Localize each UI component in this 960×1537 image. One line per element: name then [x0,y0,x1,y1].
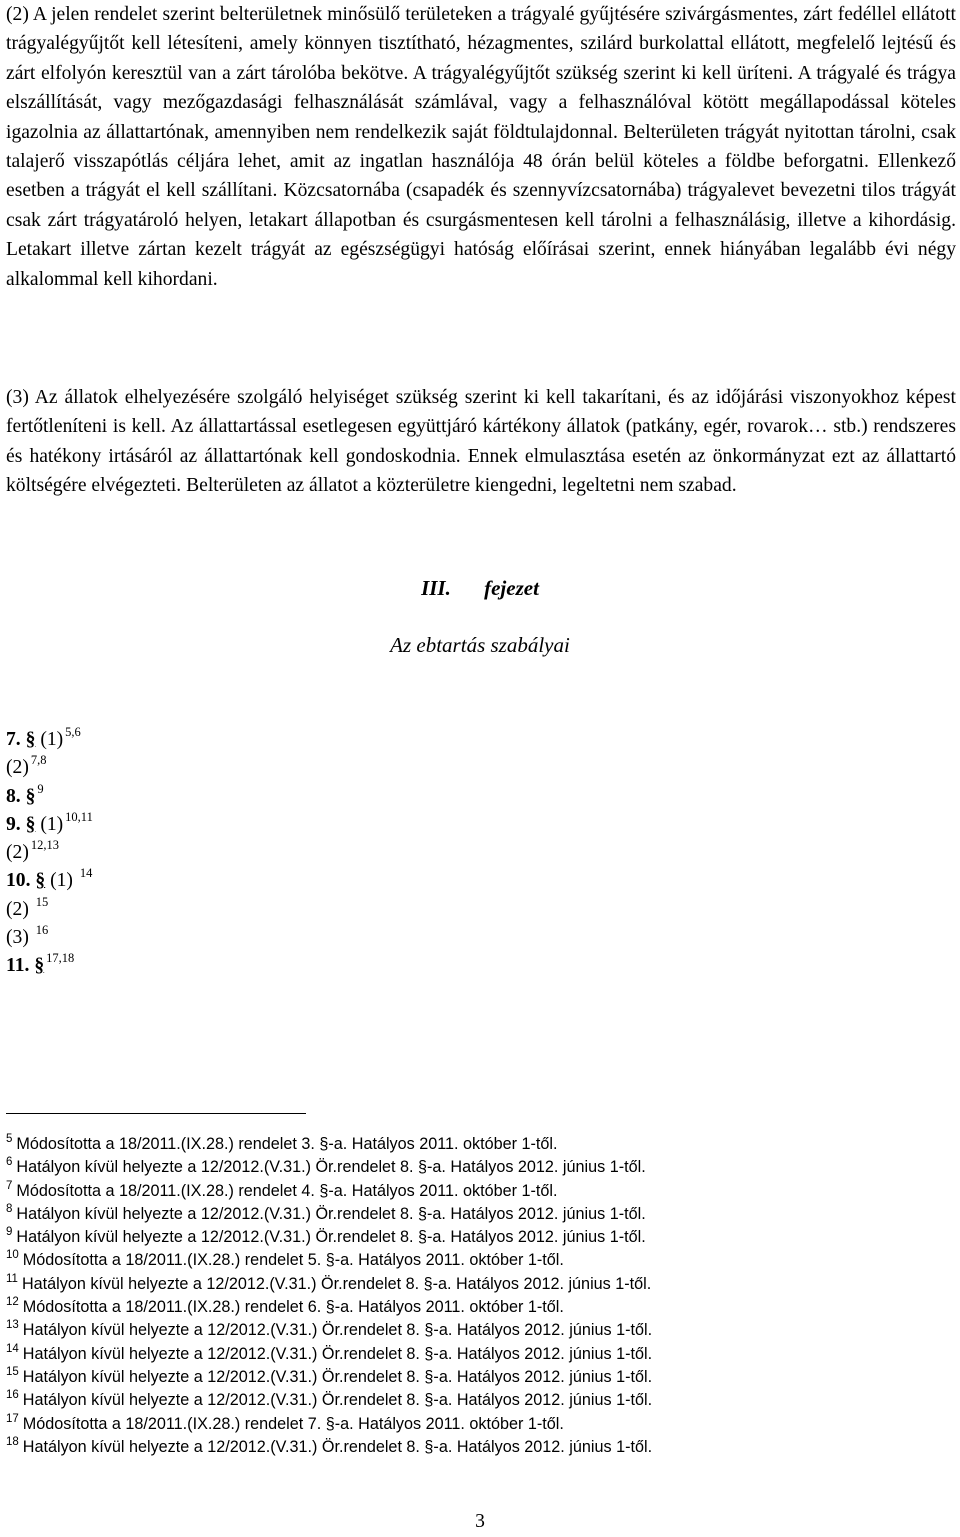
footnote [6,1221,946,1247]
chapter-numeral: III. [421,576,451,600]
section-line [6,944,406,977]
footnote-text: Hatályon kívül helyezte a 12/2012.(V.31.) Ör.rendelet 8. §-a. Hatályos 2012. június 1-től. [22,1321,653,1340]
subsection-number: (1) [40,813,64,835]
section-symbol: § [34,955,45,977]
footnote [6,1198,946,1221]
footnote [6,1408,946,1431]
footnote-text: Módosította a 18/2011.(IX.28.) rendelet 5. §-a. Hatályos 2011. október 1-től. [22,1251,564,1270]
footnote [6,1175,946,1198]
footnote-number: 10 [6,1249,19,1262]
footnote-number: 16 [6,1389,19,1402]
page-number: 3 [475,1511,485,1532]
section-line [6,831,406,864]
footnote-reference[interactable]: 12,13 [30,838,59,853]
section-line [6,859,406,892]
footnote [6,1291,946,1317]
footnote-reference[interactable]: 9 [37,781,44,796]
footnote-number: 7 [6,1179,13,1192]
section-list [6,718,406,977]
section-line [6,746,406,779]
footnote [6,1151,946,1177]
section-number: 9. [6,813,21,835]
footnote-reference[interactable]: 7,8 [30,753,47,768]
footnote [6,1384,946,1410]
chapter-title: Az ebtartás szabályai [390,633,570,657]
footnote-reference[interactable]: 17,18 [46,951,75,966]
footnote-reference[interactable]: 10,11 [65,809,93,824]
footnote [6,1128,946,1151]
footnote-number: 9 [6,1226,13,1239]
footnote-reference[interactable]: 5,6 [65,725,81,739]
footnote [6,1314,946,1340]
footnote [6,1431,946,1454]
footnote-text: Hatályon kívül helyezte a 12/2012.(V.31.) Ör.rendelet 8. §-a. Hatályos 2012. június 1-től. [16,1228,646,1247]
footnote-number: 13 [6,1319,19,1332]
footnote-reference[interactable]: 14 [79,866,93,881]
section-number: 7. [6,729,21,750]
subsection-number: (1) [50,870,73,892]
subsection-number: (2) [6,898,29,920]
paragraph-3: (3) Az állatok elhelyezésére szolgáló helyiséget szükség szerint ki kell takarítani, és az időjárási viszonyokhoz képest fertőtleníteni is kell. Az állattartással esetlegesen együttjáró kártékony állatok (patkány, egér, rovarok… stb.) rendszeres és hatékony irtásáról az állattartónak kell gondoskodnia. Ennek elmulasztása esetén az önkormányzat ezt az állattartó költségére elvégezteti. Belterületen az állatot a közterületre kiengedni, legeltetni nem szabad. [6,387,956,497]
footnote-text: Módosította a 18/2011.(IX.28.) rendelet 3. §-a. Hatályos 2011. október 1-től. [16,1135,558,1153]
footnote-text: Módosította a 18/2011.(IX.28.) rendelet 7. §-a. Hatályos 2011. október 1-től. [22,1414,564,1433]
footnote-number: 11 [6,1272,18,1285]
section-symbol: § [25,785,36,807]
footnote-text: Hatályon kívül helyezte a 12/2012.(V.31.) Ör.rendelet 8. §-a. Hatályos 2012. június 1-től. [16,1204,646,1223]
section-number: 11. [6,955,30,977]
subsection-number: (2) [6,757,29,779]
section-line [6,888,406,920]
footnote [6,1338,946,1361]
footnote-text: Hatályon kívül helyezte a 12/2012.(V.31.) Ör.rendelet 8. §-a. Hatályos 2012. június 1-től. [16,1158,646,1177]
footnote [6,1361,946,1384]
footnote-number: 5 [6,1133,13,1145]
footnote-number: 8 [6,1202,13,1215]
footnote-reference[interactable]: 16 [35,923,49,938]
section-symbol: § [35,870,46,892]
footnote-number: 12 [6,1296,19,1309]
footnote-text: Hatályon kívül helyezte a 12/2012.(V.31.) Ör.rendelet 8. §-a. Hatályos 2012. június 1-től. [22,1391,653,1410]
section-line [6,803,406,835]
footnote-text: Hatályon kívül helyezte a 12/2012.(V.31.) Ör.rendelet 8. §-a. Hatályos 2012. június 1-től. [22,1344,653,1363]
chapter-heading [0,576,960,601]
paragraph-2: (2) A jelen rendelet szerint belterületnek minősülő területeken a trágyalé gyűjtésére szivárgásmentes, zárt fedéllel ellátott trágyalégyűjtőt kell létesíteni, amely könnyen tisztítható, hézagmentes, szilárd burkolattal ellátott, megfelelő lejtésű és zárt elfolyón keresztül van a zárt tárolóba bekötve. A trágyalégyűjtőt szükség szerint ki kell üríteni. A trágyalé és trágya elszállítását, vagy mezőgazdasági felhasználását számlával, vagy a felhasználóval kötött megállapodással köteles igazolnia az állattartónak, amennyiben nem rendelkezik saját földtulajdonnal. Belterületen trágyát nyitottan tárolni, csak talajerő visszapótlás céljára lehet, amit az ingatlan használója 48 órán belül köteles a földbe beforgatni. Ellenkező esetben a trágyát el kell szállítani. Közcsatornába (csapadék és szennyvízcsatornába) trágyalevet bevezetni tilos trágyát csak zárt trágyatároló helyen, letakart állapotban és csurgásmentesen kell tárolni a felhasználásig, illetve a kihordásig. Letakart illetve zártan kezelt trágyát az egészségügyi hatóság előírásai szerint, ennek hiányában legalább évi négy alkalommal kell kihordani. [6,4,956,290]
section-number: 8. [6,785,21,807]
footnote-number: 18 [6,1435,19,1448]
section-line [6,916,406,949]
footnote-text: Hatályon kívül helyezte a 12/2012.(V.31.) Ör.rendelet 8. §-a. Hatályos 2012. június 1-től. [22,1437,653,1456]
footnote-number: 14 [6,1342,19,1355]
section-line [6,775,406,807]
section-number: 10. [6,870,31,892]
footnote-text: Módosította a 18/2011.(IX.28.) rendelet 4. §-a. Hatályos 2011. október 1-től. [16,1181,558,1200]
footnote-reference[interactable]: 15 [35,894,49,909]
footnote-text: Módosította a 18/2011.(IX.28.) rendelet 6. §-a. Hatályos 2011. október 1-től. [22,1298,564,1317]
chapter-word: fejezet [484,576,539,600]
footnote-text: Hatályon kívül helyezte a 12/2012.(V.31.) Ör.rendelet 8. §-a. Hatályos 2012. június 1-től. [21,1274,652,1293]
footnote-list [6,1128,946,1454]
footnote [6,1244,946,1270]
subsection-number: (1) [40,729,64,750]
footnote-number: 15 [6,1365,19,1378]
subsection-number: (3) [6,927,29,949]
footnote-separator [6,1113,306,1114]
footnote-text: Hatályon kívül helyezte a 12/2012.(V.31.) Ör.rendelet 8. §-a. Hatályos 2012. június 1-től. [22,1367,653,1386]
footnote-number: 17 [6,1412,19,1425]
section-symbol: § [25,813,36,835]
footnote [6,1268,946,1291]
footnote-number: 6 [6,1156,13,1169]
subsection-number: (2) [6,842,29,864]
section-line [6,718,406,750]
section-symbol: § [25,729,36,750]
